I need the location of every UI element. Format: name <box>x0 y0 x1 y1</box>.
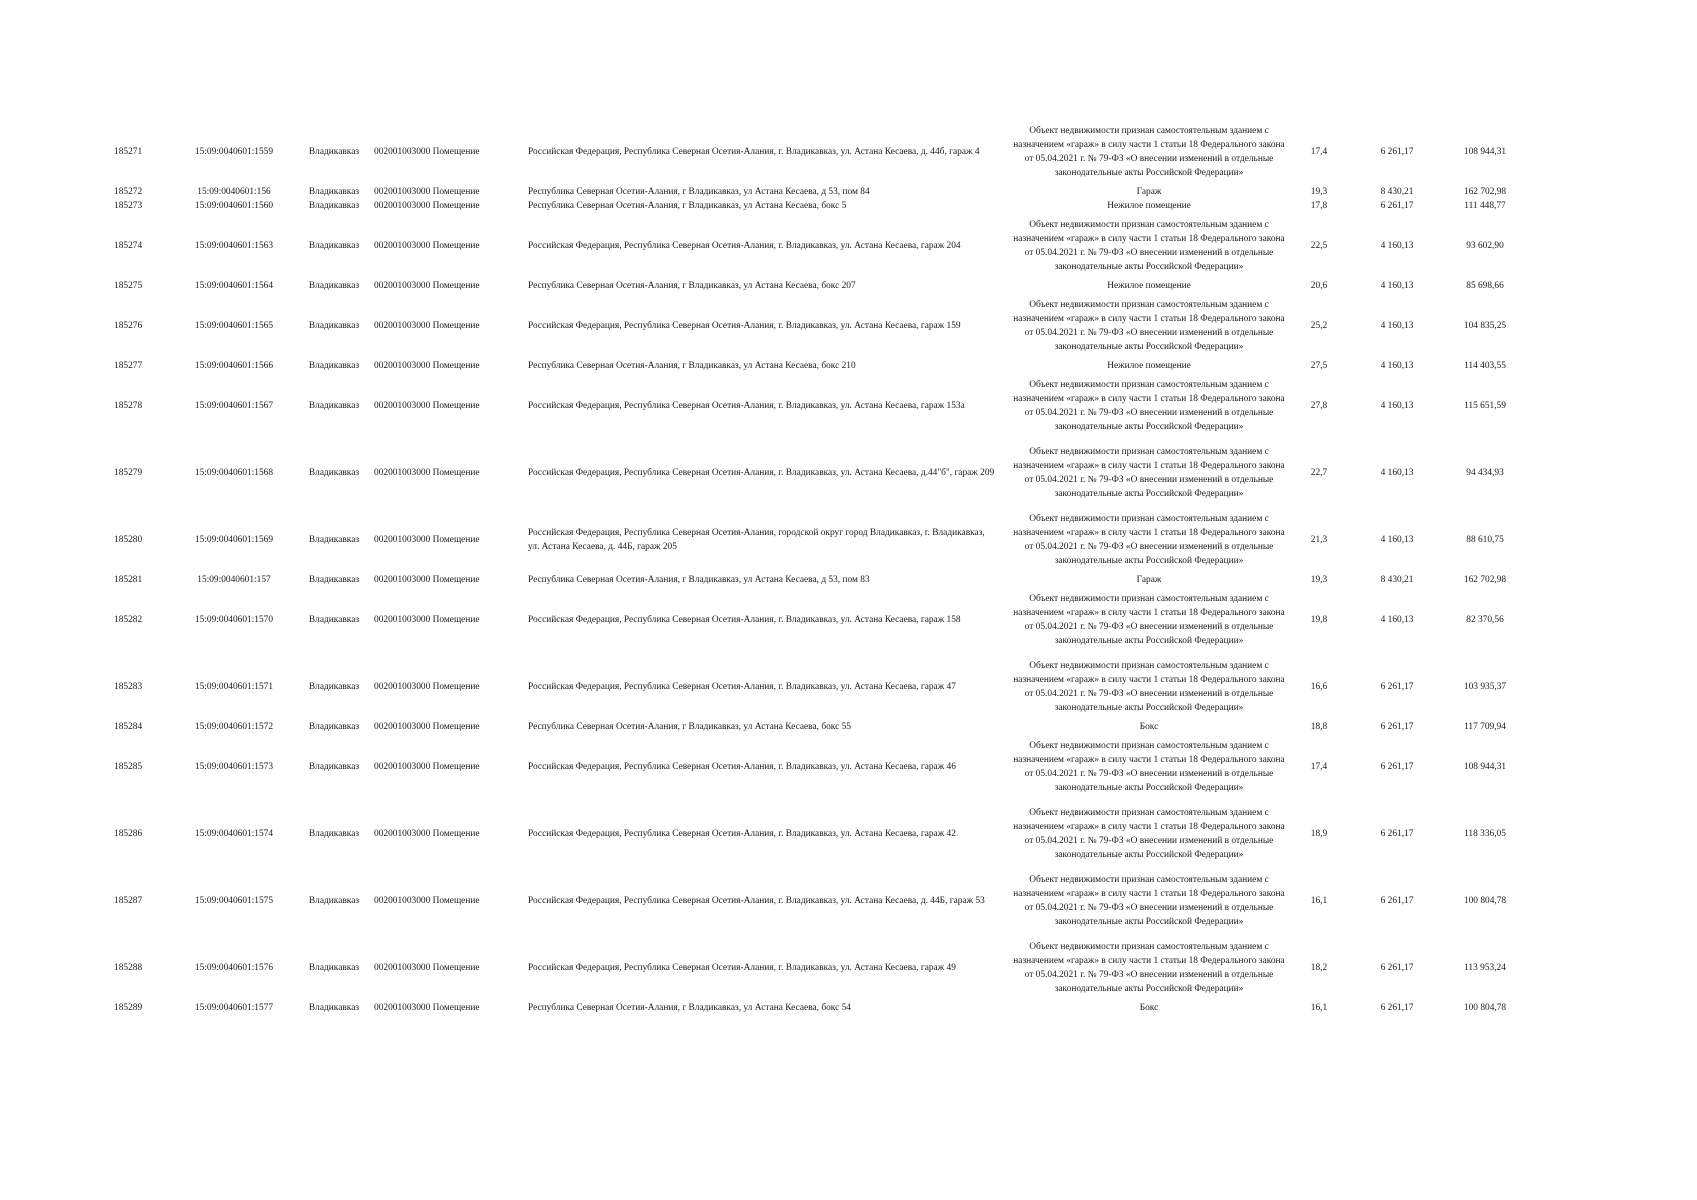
city-name: Владикавказ <box>308 895 360 906</box>
unit-price: 6 261,17 <box>1380 147 1414 157</box>
object-type-code: 002001003000 Помещение <box>374 575 480 585</box>
address: Российская Федерация, Республика Северная Осетия-Алания, г. Владикавказ, ул. Астана Кесаева, д. 44б, гараж 4 <box>528 147 980 157</box>
cadastral-number: 15:09:0040601:1576 <box>194 962 274 973</box>
city-name: Владикавказ <box>308 828 360 839</box>
address: Российская Федерация, Республика Северная Осетия-Алания, г. Владикавказ, ул. Астана Кесаева, гараж 204 <box>528 241 961 251</box>
cadastral-value: 82 370,56 <box>1466 615 1504 625</box>
cadastral-value: 100 804,78 <box>1463 1003 1507 1013</box>
unit-price: 6 261,17 <box>1380 1003 1414 1013</box>
cadastral-number: 15:09:0040601:1570 <box>194 615 274 625</box>
unit-price: 4 160,13 <box>1380 361 1414 371</box>
city-name: Владикавказ <box>308 615 360 625</box>
object-type-code: 002001003000 Помещение <box>374 1003 480 1013</box>
cadastral-number: 15:09:0040601:1574 <box>194 828 274 839</box>
cadastral-value: 162 702,98 <box>1463 575 1507 585</box>
object-description: Гараж <box>1136 187 1162 197</box>
row-id: 185276 <box>114 321 143 331</box>
table-row <box>104 119 1524 185</box>
area-value: 22,5 <box>1310 241 1328 251</box>
object-description: Объект недвижимости признан самостоятельным зданием с назначением «гараж» в силу части 1 статьи 18 Федерального закона от 05.04.2021 г. № 79-ФЗ «О внесении изменений в отдельные законодательные акты Российской Федерации» <box>1013 300 1285 352</box>
object-type-code: 002001003000 Помещение <box>374 281 480 291</box>
unit-price: 4 160,13 <box>1380 241 1414 251</box>
object-description: Гараж <box>1136 575 1162 585</box>
area-value: 18,2 <box>1310 962 1328 973</box>
table-row <box>104 800 1524 867</box>
unit-price: 4 160,13 <box>1380 321 1414 331</box>
address: Российская Федерация, Республика Северная Осетия-Алания, г. Владикавказ, ул. Астана Кесаева, гараж 153а <box>528 401 965 411</box>
object-type-code: 002001003000 Помещение <box>374 201 480 211</box>
object-description: Объект недвижимости признан самостоятельным зданием с назначением «гараж» в силу части 1 статьи 18 Федерального закона от 05.04.2021 г. № 79-ФЗ «О внесении изменений в отдельные законодательные акты Российской Федерации» <box>1013 380 1285 432</box>
unit-price: 4 160,13 <box>1380 615 1414 625</box>
object-description: Объект недвижимости признан самостоятельным зданием с назначением «гараж» в силу части 1 статьи 18 Федерального закона от 05.04.2021 г. № 79-ФЗ «О внесении изменений в отдельные законодательные акты Российской Федерации» <box>1013 874 1285 927</box>
cadastral-number: 15:09:0040601:1569 <box>194 534 274 545</box>
object-type-code: 002001003000 Помещение <box>374 401 480 411</box>
address: Российская Федерация, Республика Северная Осетия-Алания, городской округ город Владикавказ, г. Владикавказ, ул. Астана Кесаева, д. 44Б, гараж 205 <box>528 527 985 552</box>
object-description: Бокс <box>1139 722 1159 732</box>
table-row <box>104 720 1524 734</box>
object-description: Нежилое помещение <box>1107 361 1191 371</box>
unit-price: 6 261,17 <box>1380 681 1414 692</box>
address: Российская Федерация, Республика Северная Осетия-Алания, г. Владикавказ, ул. Астана Кесаева, гараж 46 <box>528 762 956 772</box>
cadastral-number: 15:09:0040601:1568 <box>194 467 274 478</box>
object-type-code: 002001003000 Помещение <box>374 615 480 625</box>
row-id: 185273 <box>114 201 143 211</box>
row-id: 185286 <box>114 828 143 839</box>
cadastral-value: 111 448,77 <box>1464 201 1506 211</box>
unit-price: 6 261,17 <box>1380 895 1414 906</box>
area-value: 25,2 <box>1310 321 1328 331</box>
row-id: 185284 <box>114 722 143 732</box>
cadastral-value: 108 944,31 <box>1463 147 1507 157</box>
cadastral-value: 115 651,59 <box>1464 401 1506 411</box>
cadastral-number: 15:09:0040601:1565 <box>194 321 274 331</box>
table-row <box>104 185 1524 199</box>
unit-price: 8 430,21 <box>1380 575 1414 585</box>
cadastral-value: 100 804,78 <box>1463 895 1507 906</box>
cadastral-value: 103 935,37 <box>1463 681 1507 692</box>
row-id: 185289 <box>114 1003 143 1013</box>
cadastral-value: 118 336,05 <box>1464 828 1506 839</box>
area-value: 16,6 <box>1310 681 1328 692</box>
cadastral-value: 117 709,94 <box>1464 722 1506 732</box>
object-type-code: 002001003000 Помещение <box>374 962 480 973</box>
address: Республика Северная Осетия-Алания, г Владикавказ, ул Астана Кесаева, д 53, пом 83 <box>528 575 870 585</box>
address: Российская Федерация, Республика Северная Осетия-Алания, г. Владикавказ, ул. Астана Кесаева, д.44"б", гараж 209 <box>528 467 995 478</box>
city-name: Владикавказ <box>308 962 360 973</box>
object-description: Объект недвижимости признан самостоятельным зданием с назначением «гараж» в силу части 1 статьи 18 Федерального закона от 05.04.2021 г. № 79-ФЗ «О внесении изменений в отдельные законодательные акты Российской Федерации» <box>1013 941 1285 994</box>
object-type-code: 002001003000 Помещение <box>374 681 480 692</box>
cadastral-number: 15:09:0040601:1572 <box>194 722 274 732</box>
cadastral-value: 113 953,24 <box>1464 962 1506 973</box>
row-id: 185279 <box>114 467 143 478</box>
unit-price: 8 430,21 <box>1380 187 1414 197</box>
city-name: Владикавказ <box>308 321 360 331</box>
object-type-code: 002001003000 Помещение <box>374 147 480 157</box>
cadastral-number: 15:09:0040601:1571 <box>194 681 274 692</box>
row-id: 185274 <box>114 241 143 251</box>
cadastral-number: 15:09:0040601:1577 <box>194 1003 274 1013</box>
area-value: 17,8 <box>1310 201 1328 211</box>
city-name: Владикавказ <box>308 201 360 211</box>
area-value: 19,8 <box>1310 615 1328 625</box>
object-type-code: 002001003000 Помещение <box>374 467 480 478</box>
row-id: 185285 <box>114 762 143 772</box>
area-value: 17,4 <box>1310 147 1328 157</box>
table-row <box>104 293 1524 359</box>
cadastral-number: 15:09:0040601:1560 <box>194 201 274 211</box>
table-row <box>104 587 1524 653</box>
row-id: 185287 <box>114 895 143 906</box>
table-row <box>104 199 1524 213</box>
object-description: Объект недвижимости признан самостоятельным зданием с назначением «гараж» в силу части 1 статьи 18 Федерального закона от 05.04.2021 г. № 79-ФЗ «О внесении изменений в отдельные законодательные акты Российской Федерации» <box>1013 807 1285 860</box>
object-type-code: 002001003000 Помещение <box>374 361 480 371</box>
address: Республика Северная Осетия-Алания, г Владикавказ, ул Астана Кесаева, бокс 210 <box>528 361 856 371</box>
object-type-code: 002001003000 Помещение <box>374 321 480 331</box>
address: Республика Северная Осетия-Алания, г Владикавказ, ул Астана Кесаева, бокс 54 <box>528 1003 851 1013</box>
row-id: 185271 <box>114 147 143 157</box>
address: Российская Федерация, Республика Северная Осетия-Алания, г. Владикавказ, ул. Астана Кесаева, гараж 42 <box>528 828 956 839</box>
cadastral-number: 15:09:0040601:156 <box>197 187 271 197</box>
cadastral-value: 108 944,31 <box>1463 762 1507 772</box>
object-type-code: 002001003000 Помещение <box>374 534 480 545</box>
city-name: Владикавказ <box>308 187 360 197</box>
cadastral-number: 15:09:0040601:1573 <box>194 762 274 772</box>
cadastral-number: 15:09:0040601:1564 <box>194 281 274 291</box>
area-value: 22,7 <box>1310 467 1328 478</box>
table-row <box>104 734 1524 800</box>
object-description: Объект недвижимости признан самостоятельным зданием с назначением «гараж» в силу части 1 статьи 18 Федерального закона от 05.04.2021 г. № 79-ФЗ «О внесении изменений в отдельные законодательные акты Российской Федерации» <box>1013 513 1285 566</box>
row-id: 185272 <box>114 187 143 197</box>
table-row <box>104 1001 1524 1015</box>
object-type-code: 002001003000 Помещение <box>374 187 480 197</box>
address: Российская Федерация, Республика Северная Осетия-Алания, г. Владикавказ, ул. Астана Кесаева, гараж 49 <box>528 962 956 973</box>
cadastral-value: 88 610,75 <box>1466 534 1504 545</box>
address: Российская Федерация, Республика Северная Осетия-Алания, г. Владикавказ, ул. Астана Кесаева, д. 44Б, гараж 53 <box>528 895 985 906</box>
unit-price: 6 261,17 <box>1380 722 1414 732</box>
address: Республика Северная Осетия-Алания, г Владикавказ, ул Астана Кесаева, д 53, пом 84 <box>528 187 870 197</box>
object-description: Объект недвижимости признан самостоятельным зданием с назначением «гараж» в силу части 1 статьи 18 Федерального закона от 05.04.2021 г. № 79-ФЗ «О внесении изменений в отдельные законодательные акты Российской Федерации» <box>1013 741 1285 793</box>
cadastral-number: 15:09:0040601:1567 <box>194 401 274 411</box>
property-table <box>104 119 1524 1015</box>
city-name: Владикавказ <box>308 241 360 251</box>
row-id: 185281 <box>114 575 143 585</box>
unit-price: 6 261,17 <box>1380 828 1414 839</box>
object-description: Объект недвижимости признан самостоятельным зданием с назначением «гараж» в силу части 1 статьи 18 Федерального закона от 05.04.2021 г. № 79-ФЗ «О внесении изменений в отдельные законодательные акты Российской Федерации» <box>1013 126 1285 178</box>
area-value: 16,1 <box>1310 1003 1328 1013</box>
row-id: 185277 <box>114 361 143 371</box>
area-value: 16,1 <box>1310 895 1328 906</box>
city-name: Владикавказ <box>308 361 360 371</box>
cadastral-value: 93 602,90 <box>1466 241 1504 251</box>
table-row <box>104 573 1524 587</box>
cadastral-number: 15:09:0040601:1563 <box>194 241 274 251</box>
unit-price: 4 160,13 <box>1380 534 1414 545</box>
city-name: Владикавказ <box>308 722 360 732</box>
area-value: 19,3 <box>1310 575 1328 585</box>
table-body <box>104 119 1524 1015</box>
address: Российская Федерация, Республика Северная Осетия-Алания, г. Владикавказ, ул. Астана Кесаева, гараж 158 <box>528 615 961 625</box>
city-name: Владикавказ <box>308 575 360 585</box>
object-description: Нежилое помещение <box>1107 201 1191 211</box>
unit-price: 6 261,17 <box>1380 762 1414 772</box>
city-name: Владикавказ <box>308 147 360 157</box>
object-type-code: 002001003000 Помещение <box>374 722 480 732</box>
table-row <box>104 439 1524 506</box>
unit-price: 4 160,13 <box>1380 401 1414 411</box>
table-row <box>104 867 1524 934</box>
object-description: Объект недвижимости признан самостоятельным зданием с назначением «гараж» в силу части 1 статьи 18 Федерального закона от 05.04.2021 г. № 79-ФЗ «О внесении изменений в отдельные законодательные акты Российской Федерации» <box>1013 220 1285 272</box>
cadastral-value: 162 702,98 <box>1463 187 1507 197</box>
area-value: 19,3 <box>1310 187 1328 197</box>
area-value: 18,8 <box>1310 722 1328 732</box>
table-row <box>104 653 1524 720</box>
object-description: Бокс <box>1139 1003 1159 1013</box>
table-row <box>104 934 1524 1001</box>
object-type-code: 002001003000 Помещение <box>374 828 480 839</box>
unit-price: 6 261,17 <box>1380 962 1414 973</box>
address: Республика Северная Осетия-Алания, г Владикавказ, ул Астана Кесаева, бокс 5 <box>528 201 847 211</box>
row-id: 185278 <box>114 401 143 411</box>
area-value: 20,6 <box>1310 281 1328 291</box>
cadastral-number: 15:09:0040601:1575 <box>194 895 274 906</box>
object-description: Объект недвижимости признан самостоятельным зданием с назначением «гараж» в силу части 1 статьи 18 Федерального закона от 05.04.2021 г. № 79-ФЗ «О внесении изменений в отдельные законодательные акты Российской Федерации» <box>1013 660 1285 713</box>
cadastral-value: 104 835,25 <box>1463 321 1507 331</box>
city-name: Владикавказ <box>308 401 360 411</box>
city-name: Владикавказ <box>308 681 360 692</box>
address: Республика Северная Осетия-Алания, г Владикавказ, ул Астана Кесаева, бокс 55 <box>528 722 851 732</box>
city-name: Владикавказ <box>308 762 360 772</box>
table-row <box>104 373 1524 439</box>
city-name: Владикавказ <box>308 534 360 545</box>
cadastral-number: 15:09:0040601:157 <box>197 575 271 585</box>
cadastral-value: 114 403,55 <box>1464 361 1506 371</box>
row-id: 185282 <box>114 615 143 625</box>
address: Республика Северная Осетия-Алания, г Владикавказ, ул Астана Кесаева, бокс 207 <box>528 281 856 291</box>
table-row <box>104 359 1524 373</box>
city-name: Владикавказ <box>308 281 360 291</box>
object-type-code: 002001003000 Помещение <box>374 241 480 251</box>
cadastral-number: 15:09:0040601:1566 <box>194 361 274 371</box>
unit-price: 6 261,17 <box>1380 201 1414 211</box>
object-type-code: 002001003000 Помещение <box>374 895 480 906</box>
address: Российская Федерация, Республика Северная Осетия-Алания, г. Владикавказ, ул. Астана Кесаева, гараж 159 <box>528 321 961 331</box>
row-id: 185275 <box>114 281 143 291</box>
cadastral-value: 85 698,66 <box>1466 281 1504 291</box>
object-description: Объект недвижимости признан самостоятельным зданием с назначением «гараж» в силу части 1 статьи 18 Федерального закона от 05.04.2021 г. № 79-ФЗ «О внесении изменений в отдельные законодательные акты Российской Федерации» <box>1013 594 1285 646</box>
city-name: Владикавказ <box>308 1003 360 1013</box>
area-value: 27,5 <box>1310 361 1328 371</box>
area-value: 18,9 <box>1310 828 1328 839</box>
address: Российская Федерация, Республика Северная Осетия-Алания, г. Владикавказ, ул. Астана Кесаева, гараж 47 <box>528 681 956 692</box>
unit-price: 4 160,13 <box>1380 467 1414 478</box>
table-row <box>104 213 1524 279</box>
city-name: Владикавказ <box>308 467 360 478</box>
cadastral-value: 94 434,93 <box>1466 467 1504 478</box>
object-type-code: 002001003000 Помещение <box>374 762 480 772</box>
table-row <box>104 279 1524 293</box>
area-value: 21,3 <box>1310 534 1328 545</box>
cadastral-number: 15:09:0040601:1559 <box>194 147 274 157</box>
unit-price: 4 160,13 <box>1380 281 1414 291</box>
row-id: 185280 <box>114 534 143 545</box>
object-description: Объект недвижимости признан самостоятельным зданием с назначением «гараж» в силу части 1 статьи 18 Федерального закона от 05.04.2021 г. № 79-ФЗ «О внесении изменений в отдельные законодательные акты Российской Федерации» <box>1013 446 1285 499</box>
object-description: Нежилое помещение <box>1107 281 1191 291</box>
area-value: 27,8 <box>1310 401 1328 411</box>
row-id: 185283 <box>114 681 143 692</box>
area-value: 17,4 <box>1310 762 1328 772</box>
table-row <box>104 506 1524 573</box>
row-id: 185288 <box>114 962 143 973</box>
